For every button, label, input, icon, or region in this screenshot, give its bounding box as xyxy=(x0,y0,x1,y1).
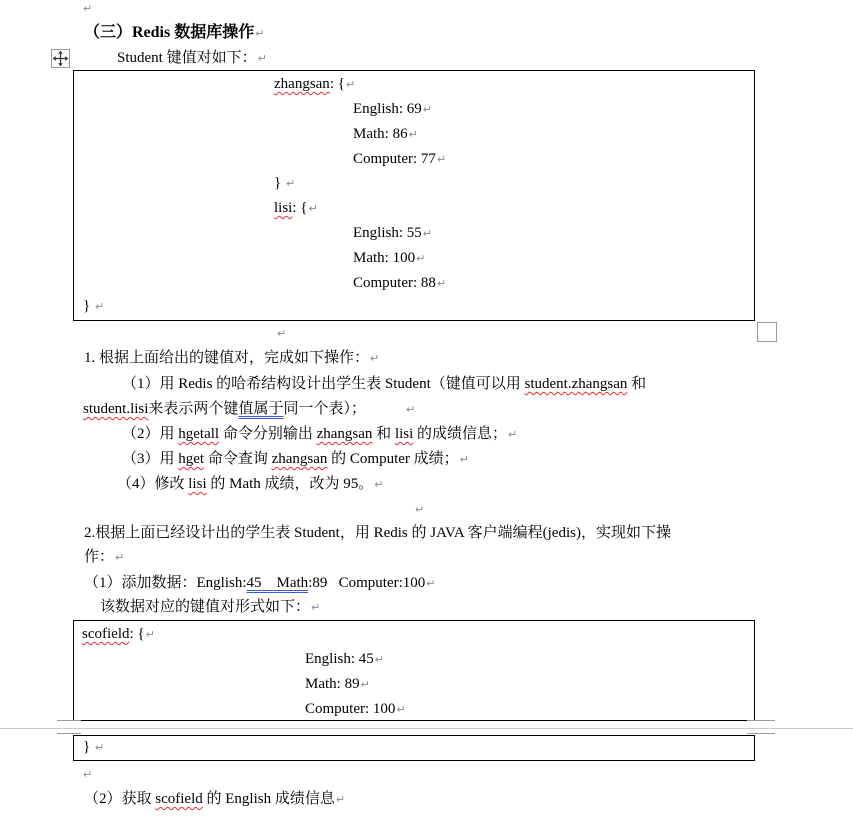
scofield-kv-box-bottom xyxy=(73,735,755,761)
zhangsan-computer: Computer: 77↵ xyxy=(353,151,447,167)
zhangsan-close: } ↵ xyxy=(274,175,296,191)
scofield-key: scofield xyxy=(82,626,130,642)
intro-text: Student 键值对如下：↵ xyxy=(117,50,267,66)
q2-add-data: （1）添加数据：English:45 Math:89 Computer:100↵ xyxy=(84,575,436,591)
lisi-line: lisi: {↵ xyxy=(274,200,318,216)
paragraph-mark: ↵ xyxy=(83,768,93,781)
q1-item1-line1: （1）用 Redis 的哈希结构设计出学生表 Student（键值可以用 student.zhangsan 和 xyxy=(122,376,647,392)
scofield-kv-box-top xyxy=(73,620,755,721)
outer-close: } ↵ xyxy=(83,298,105,314)
paragraph-mark: ↵ xyxy=(415,503,425,516)
table-move-handle[interactable] xyxy=(51,49,70,68)
q1-item4: （4）修改 lisi 的 Math 成绩，改为 95。↵ xyxy=(117,476,384,492)
q2-line1: 2.根据上面已经设计出的学生表 Student，用 Redis 的 JAVA 客户端编程(jedis)，实现如下操 xyxy=(84,525,671,541)
zhangsan-key: zhangsan xyxy=(274,76,330,92)
zhangsan-english: English: 69↵ xyxy=(353,101,432,117)
lisi-computer: Computer: 88↵ xyxy=(353,275,447,291)
paragraph-mark: ↵ xyxy=(277,327,287,340)
section-title: （三）Redis 数据库操作↵ xyxy=(84,24,265,41)
q1-item3: （3）用 hget 命令查询 zhangsan 的 Computer 成绩；↵ xyxy=(122,451,469,467)
move-arrows-icon xyxy=(52,50,69,67)
q1-heading: 1. 根据上面给出的键值对，完成如下操作：↵ xyxy=(84,350,380,366)
q2-line2: 作：↵ xyxy=(84,549,125,565)
page-break-mark-right-lower xyxy=(747,733,775,734)
zhangsan-line: zhangsan: {↵ xyxy=(274,76,356,92)
table-resize-handle[interactable] xyxy=(757,322,777,342)
scofield-close: } ↵ xyxy=(83,739,105,755)
q1-item1-line2: student.lisi来表示两个键值属于同一个表）； ↵ xyxy=(83,401,416,417)
scofield-math: Math: 89↵ xyxy=(305,676,370,692)
scofield-computer: Computer: 100↵ xyxy=(305,701,406,717)
q2-get-english: （2）获取 scofield 的 English 成绩信息↵ xyxy=(84,791,346,807)
lisi-key: lisi xyxy=(274,200,293,216)
scofield-line: scofield: {↵ xyxy=(82,626,155,642)
q2-form-note: 该数据对应的键值对形式如下：↵ xyxy=(100,599,321,615)
page-break-mark-left-lower xyxy=(57,733,81,734)
page-break xyxy=(0,728,853,729)
lisi-math: Math: 100↵ xyxy=(353,250,426,266)
scofield-english: English: 45↵ xyxy=(305,651,384,667)
page-break-mark-left xyxy=(57,720,81,721)
paragraph-mark: ↵ xyxy=(83,2,93,15)
q1-item2: （2）用 hgetall 命令分别输出 zhangsan 和 lisi 的成绩信息；↵ xyxy=(122,426,518,442)
zhangsan-math: Math: 86↵ xyxy=(353,126,418,142)
page-break-mark-right xyxy=(747,720,775,721)
lisi-english: English: 55↵ xyxy=(353,225,432,241)
